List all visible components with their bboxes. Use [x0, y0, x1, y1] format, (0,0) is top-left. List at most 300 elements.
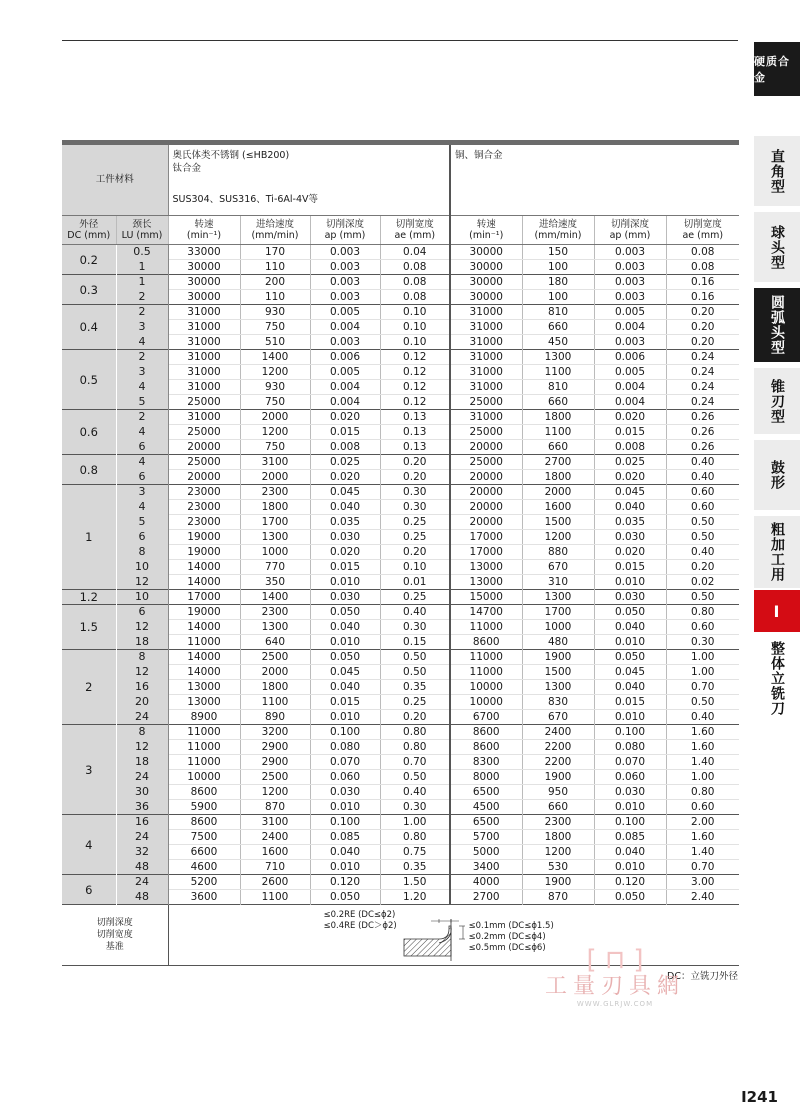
- speed-cell: 31000: [168, 410, 240, 425]
- feed-cell: 660: [522, 440, 594, 455]
- col-ap-label: 切削深度: [325, 219, 364, 230]
- feed-cell: 1700: [240, 515, 310, 530]
- feed-cell: 2300: [522, 815, 594, 830]
- table-row: [62, 845, 739, 860]
- table-row: [62, 890, 739, 905]
- ap-cell: 0.003: [310, 275, 380, 290]
- feed-cell: 310: [522, 575, 594, 590]
- col-ae-2: [666, 216, 739, 245]
- feed-cell: 3200: [240, 725, 310, 740]
- ae-cell: 0.12: [380, 395, 450, 410]
- table-row: [62, 725, 739, 740]
- ap-cell: 0.010: [310, 800, 380, 815]
- col-ae-label: 切削宽度: [395, 219, 434, 230]
- lu-cell: 6: [116, 605, 168, 620]
- ap-cell: 0.100: [594, 815, 666, 830]
- speed-cell: 20000: [168, 440, 240, 455]
- ae-cell: 0.25: [380, 695, 450, 710]
- feed-cell: 750: [240, 440, 310, 455]
- feed-cell: 2500: [240, 770, 310, 785]
- ap-cell: 0.015: [310, 560, 380, 575]
- table-row: [62, 260, 739, 275]
- dc-cell: 0.8: [62, 455, 116, 485]
- feed-cell: 1100: [240, 695, 310, 710]
- side-tab-label: I: [773, 601, 781, 621]
- ap-cell: 0.060: [594, 770, 666, 785]
- feed-cell: 2000: [522, 485, 594, 500]
- feed-cell: 2200: [522, 755, 594, 770]
- feed-cell: 1800: [522, 470, 594, 485]
- speed-cell: 6500: [450, 815, 522, 830]
- feed-cell: 2400: [240, 830, 310, 845]
- feed-cell: 1400: [240, 590, 310, 605]
- speed-cell: 31000: [168, 350, 240, 365]
- lu-cell: 2: [116, 410, 168, 425]
- feed-cell: 770: [240, 560, 310, 575]
- feed-cell: 110: [240, 260, 310, 275]
- ap-cell: 0.010: [310, 575, 380, 590]
- speed-cell: 5700: [450, 830, 522, 845]
- feed-cell: 1800: [522, 410, 594, 425]
- lu-cell: 16: [116, 680, 168, 695]
- ap-cell: 0.040: [594, 620, 666, 635]
- table-row: [62, 290, 739, 305]
- speed-cell: 20000: [450, 500, 522, 515]
- speed-cell: 13000: [450, 575, 522, 590]
- ae-cell: 3.00: [666, 875, 739, 890]
- col-feed-label: 进给速度: [255, 219, 294, 230]
- speed-cell: 25000: [168, 455, 240, 470]
- ae-cell: 0.10: [380, 305, 450, 320]
- ae-cell: 0.50: [380, 770, 450, 785]
- ae-cell: 0.20: [666, 335, 739, 350]
- col-ap-label: 切削深度: [610, 219, 649, 230]
- side-tab-radius[interactable]: [754, 288, 800, 362]
- lu-cell: 3: [116, 365, 168, 380]
- ae-cell: 1.60: [666, 830, 739, 845]
- dc-cell: 1.2: [62, 590, 116, 605]
- table-row: [62, 350, 739, 365]
- ae-cell: 0.70: [380, 755, 450, 770]
- col-feed-1: [240, 216, 310, 245]
- table-row: [62, 650, 739, 665]
- speed-cell: 31000: [450, 320, 522, 335]
- ae-cell: 0.10: [380, 320, 450, 335]
- watermark-logo-icon: [ ⊓ ]: [586, 945, 644, 975]
- ap-cell: 0.015: [594, 560, 666, 575]
- table-row: [62, 770, 739, 785]
- side-tab-roughing[interactable]: [754, 516, 800, 588]
- speed-cell: 4600: [168, 860, 240, 875]
- lu-cell: 3: [116, 320, 168, 335]
- basis-label-line2: 切削宽度: [96, 930, 133, 940]
- feed-cell: 2300: [240, 485, 310, 500]
- lu-cell: 24: [116, 710, 168, 725]
- feed-cell: 2300: [240, 605, 310, 620]
- feed-cell: 640: [240, 635, 310, 650]
- feed-cell: 870: [240, 800, 310, 815]
- lu-cell: 8: [116, 650, 168, 665]
- lu-cell: 1: [116, 275, 168, 290]
- ap-cell: 0.003: [310, 245, 380, 260]
- ap-cell: 0.035: [594, 515, 666, 530]
- side-tab-ball[interactable]: [754, 212, 800, 282]
- col-ap-unit: ap (mm): [324, 230, 366, 241]
- lu-cell: 48: [116, 890, 168, 905]
- feed-cell: 1200: [522, 530, 594, 545]
- lu-cell: 48: [116, 860, 168, 875]
- feed-cell: 890: [240, 710, 310, 725]
- feed-cell: 1700: [522, 605, 594, 620]
- side-tab-carbide[interactable]: [754, 42, 800, 96]
- ap-cell: 0.005: [310, 365, 380, 380]
- lu-cell: 12: [116, 575, 168, 590]
- material-group1-line3: SUS304、SUS316、Ti-6Al-4V等: [172, 194, 319, 205]
- side-tab-label: 粗加工用: [769, 522, 785, 582]
- side-tab-label: 硬质合金: [754, 55, 790, 84]
- ap-cell: 0.030: [594, 785, 666, 800]
- ap-cell: 0.040: [310, 620, 380, 635]
- lu-cell: 24: [116, 770, 168, 785]
- lu-cell: 4: [116, 500, 168, 515]
- col-ae-unit: ae (mm): [682, 230, 724, 241]
- ap-cell: 0.015: [594, 425, 666, 440]
- feed-cell: 710: [240, 860, 310, 875]
- feed-cell: 3100: [240, 455, 310, 470]
- ap-cell: 0.100: [594, 725, 666, 740]
- cutting-conditions-table: [62, 140, 739, 966]
- watermark-url: WWW.GLRJW.COM: [576, 1000, 654, 1008]
- speed-cell: 25000: [168, 395, 240, 410]
- feed-cell: 670: [522, 560, 594, 575]
- lu-cell: 3: [116, 485, 168, 500]
- material-group-stainless: [168, 145, 450, 216]
- speed-cell: 13000: [168, 680, 240, 695]
- speed-cell: 4000: [450, 875, 522, 890]
- ae-cell: 0.60: [666, 500, 739, 515]
- lu-cell: 5: [116, 395, 168, 410]
- table-row: [62, 500, 739, 515]
- feed-cell: 1300: [522, 680, 594, 695]
- table-row: [62, 800, 739, 815]
- feed-cell: 830: [522, 695, 594, 710]
- feed-cell: 1300: [522, 350, 594, 365]
- lu-cell: 2: [116, 305, 168, 320]
- speed-cell: 19000: [168, 530, 240, 545]
- ap-cell: 0.100: [310, 725, 380, 740]
- ap-cell: 0.005: [310, 305, 380, 320]
- feed-cell: 1900: [522, 770, 594, 785]
- ap-cell: 0.040: [594, 845, 666, 860]
- ae-cell: 0.04: [380, 245, 450, 260]
- ae-cell: 1.60: [666, 725, 739, 740]
- side-tab-square[interactable]: [754, 136, 800, 206]
- speed-cell: 10000: [450, 695, 522, 710]
- table-row: [62, 590, 739, 605]
- speed-cell: 31000: [168, 380, 240, 395]
- material-group-copper: [450, 145, 739, 216]
- table-row: [62, 275, 739, 290]
- table-row: [62, 530, 739, 545]
- ap-cell: 0.008: [594, 440, 666, 455]
- ae-cell: 0.13: [380, 410, 450, 425]
- feed-cell: 1300: [522, 590, 594, 605]
- col-ae-label: 切削宽度: [683, 219, 722, 230]
- ae-cell: 0.02: [666, 575, 739, 590]
- lu-cell: 12: [116, 665, 168, 680]
- ae-cell: 0.10: [380, 335, 450, 350]
- ae-cell: 0.13: [380, 440, 450, 455]
- side-tab-label: 直角型: [769, 148, 785, 194]
- table-row: [62, 560, 739, 575]
- table-row: [62, 440, 739, 455]
- speed-cell: 20000: [450, 440, 522, 455]
- ae-cell: 0.30: [380, 620, 450, 635]
- ae-cell: 0.50: [666, 590, 739, 605]
- speed-cell: 31000: [450, 335, 522, 350]
- dc-cell: 0.5: [62, 350, 116, 410]
- speed-cell: 8000: [450, 770, 522, 785]
- col-ap-1: [310, 216, 380, 245]
- speed-cell: 13000: [450, 560, 522, 575]
- side-tab-solid-endmill: [754, 636, 800, 720]
- ap-cell: 0.070: [594, 755, 666, 770]
- feed-cell: 450: [522, 335, 594, 350]
- column-header-row: [62, 216, 739, 245]
- ap-cell: 0.010: [594, 710, 666, 725]
- speed-cell: 11000: [450, 620, 522, 635]
- feed-cell: 2000: [240, 470, 310, 485]
- speed-cell: 25000: [450, 455, 522, 470]
- ap-cell: 0.015: [594, 695, 666, 710]
- ap-cell: 0.035: [310, 515, 380, 530]
- ap-cell: 0.025: [310, 455, 380, 470]
- col-feed-2: [522, 216, 594, 245]
- lu-cell: 36: [116, 800, 168, 815]
- speed-cell: 17000: [450, 545, 522, 560]
- col-dc-unit: DC (mm): [67, 230, 111, 241]
- ap-cell: 0.040: [310, 500, 380, 515]
- lu-cell: 4: [116, 455, 168, 470]
- table-row: [62, 860, 739, 875]
- speed-cell: 14000: [168, 620, 240, 635]
- col-speed-label: 转速: [194, 219, 214, 230]
- ae-cell: 0.12: [380, 380, 450, 395]
- ae-cell: 0.15: [380, 635, 450, 650]
- ae-cell: 0.50: [666, 695, 739, 710]
- ae-cell: 0.16: [666, 275, 739, 290]
- feed-cell: 1300: [240, 620, 310, 635]
- ae-cell: 0.80: [380, 830, 450, 845]
- table-row: [62, 515, 739, 530]
- ap-cell: 0.010: [594, 860, 666, 875]
- col-ae-1: [380, 216, 450, 245]
- feed-cell: 1300: [240, 530, 310, 545]
- speed-cell: 11000: [168, 725, 240, 740]
- dc-cell: 3: [62, 725, 116, 815]
- feed-cell: 1000: [240, 545, 310, 560]
- ae-cell: 1.00: [666, 665, 739, 680]
- col-dc: [62, 216, 116, 245]
- feed-cell: 1200: [240, 365, 310, 380]
- ap-cell: 0.020: [594, 470, 666, 485]
- table-row: [62, 710, 739, 725]
- table-row: [62, 575, 739, 590]
- ap-cell: 0.045: [594, 665, 666, 680]
- ap-cell: 0.085: [310, 830, 380, 845]
- page-number: I241: [741, 1088, 778, 1106]
- ae-cell: 0.08: [380, 290, 450, 305]
- feed-cell: 2900: [240, 755, 310, 770]
- ap-cell: 0.085: [594, 830, 666, 845]
- ae-cell: 0.20: [380, 710, 450, 725]
- ae-cell: 0.60: [666, 620, 739, 635]
- side-tab-barrel[interactable]: [754, 440, 800, 510]
- ap-cell: 0.045: [310, 485, 380, 500]
- top-rule: [62, 40, 738, 41]
- ae-cell: 2.00: [666, 815, 739, 830]
- speed-cell: 31000: [168, 365, 240, 380]
- col-dc-label: 外径: [79, 219, 99, 230]
- lu-cell: 30: [116, 785, 168, 800]
- ap-cell: 0.060: [310, 770, 380, 785]
- feed-cell: 1800: [522, 830, 594, 845]
- ap-cell: 0.004: [594, 380, 666, 395]
- ap-cell: 0.004: [594, 395, 666, 410]
- ae-cell: 0.80: [666, 785, 739, 800]
- ap-cell: 0.050: [594, 650, 666, 665]
- lu-cell: 2: [116, 350, 168, 365]
- lu-cell: 24: [116, 875, 168, 890]
- table-row: [62, 545, 739, 560]
- speed-cell: 8600: [168, 815, 240, 830]
- ae-cell: 1.40: [666, 845, 739, 860]
- lu-cell: 12: [116, 740, 168, 755]
- ap-cell: 0.120: [310, 875, 380, 890]
- speed-cell: 31000: [450, 350, 522, 365]
- speed-cell: 11000: [168, 635, 240, 650]
- ap-cell: 0.045: [310, 665, 380, 680]
- ae-cell: 0.40: [380, 785, 450, 800]
- ae-cell: 0.16: [666, 290, 739, 305]
- feed-cell: 350: [240, 575, 310, 590]
- speed-cell: 31000: [168, 305, 240, 320]
- feed-cell: 930: [240, 380, 310, 395]
- ap-cell: 0.005: [594, 365, 666, 380]
- table-row: [62, 380, 739, 395]
- ap-cell: 0.050: [594, 890, 666, 905]
- speed-cell: 6500: [450, 785, 522, 800]
- table-row: [62, 410, 739, 425]
- ap-cell: 0.004: [594, 320, 666, 335]
- feed-cell: 1500: [522, 515, 594, 530]
- speed-cell: 10000: [168, 770, 240, 785]
- side-tab-label: 球头型: [769, 224, 785, 270]
- lu-cell: 4: [116, 380, 168, 395]
- speed-cell: 20000: [450, 515, 522, 530]
- table-row: [62, 470, 739, 485]
- ae-cell: 0.10: [380, 560, 450, 575]
- ae-cell: 0.08: [380, 275, 450, 290]
- ae-cell: 0.20: [380, 455, 450, 470]
- feed-cell: 750: [240, 320, 310, 335]
- ae-cell: 0.25: [380, 590, 450, 605]
- ae-cell: 0.50: [380, 650, 450, 665]
- watermark-name: 工量刃具網: [544, 974, 685, 999]
- ap-cell: 0.050: [310, 605, 380, 620]
- feed-cell: 2200: [522, 740, 594, 755]
- ae-rule-3: ≤0.5mm (DC≤ϕ6): [468, 943, 546, 953]
- col-ap-2: [594, 216, 666, 245]
- ae-cell: 1.00: [666, 770, 739, 785]
- speed-cell: 8900: [168, 710, 240, 725]
- ap-cell: 0.040: [594, 500, 666, 515]
- lu-cell: 2: [116, 290, 168, 305]
- lu-cell: 8: [116, 725, 168, 740]
- feed-cell: 480: [522, 635, 594, 650]
- feed-cell: 670: [522, 710, 594, 725]
- lu-cell: 1: [116, 260, 168, 275]
- ae-cell: 1.00: [666, 650, 739, 665]
- ae-cell: 1.20: [380, 890, 450, 905]
- feed-cell: 1100: [522, 425, 594, 440]
- ap-cell: 0.080: [310, 740, 380, 755]
- ae-cell: 0.08: [380, 260, 450, 275]
- dc-cell: 6: [62, 875, 116, 905]
- feed-cell: 1200: [240, 425, 310, 440]
- speed-cell: 30000: [450, 260, 522, 275]
- ap-cell: 0.010: [594, 800, 666, 815]
- col-speed-label: 转速: [476, 219, 496, 230]
- side-tab-section-i[interactable]: [754, 590, 800, 632]
- table-row: [62, 245, 739, 260]
- dc-note: DC：立铣刀外径: [667, 971, 738, 982]
- table-row: [62, 455, 739, 470]
- table-row: [62, 740, 739, 755]
- table-row: [62, 620, 739, 635]
- ae-cell: 2.40: [666, 890, 739, 905]
- speed-cell: 11000: [450, 665, 522, 680]
- ap-cell: 0.020: [310, 545, 380, 560]
- side-tab-taper[interactable]: [754, 368, 800, 434]
- col-feed-unit: (mm/min): [251, 230, 299, 241]
- ae-cell: 0.40: [380, 605, 450, 620]
- ae-cell: 0.26: [666, 440, 739, 455]
- speed-cell: 25000: [450, 395, 522, 410]
- feed-cell: 1400: [240, 350, 310, 365]
- ae-cell: 0.80: [666, 605, 739, 620]
- speed-cell: 33000: [168, 245, 240, 260]
- ae-cell: 0.30: [380, 500, 450, 515]
- col-feed-label: 进给速度: [538, 219, 577, 230]
- feed-cell: 1900: [522, 875, 594, 890]
- col-speed-2: [450, 216, 522, 245]
- feed-cell: 200: [240, 275, 310, 290]
- speed-cell: 5900: [168, 800, 240, 815]
- ap-cell: 0.020: [594, 545, 666, 560]
- speed-cell: 8300: [450, 755, 522, 770]
- feed-cell: 3100: [240, 815, 310, 830]
- feed-cell: 880: [522, 545, 594, 560]
- col-lu-unit: LU (mm): [121, 230, 163, 241]
- ap-cell: 0.006: [310, 350, 380, 365]
- speed-cell: 23000: [168, 500, 240, 515]
- ae-cell: 0.40: [666, 710, 739, 725]
- speed-cell: 4500: [450, 800, 522, 815]
- speed-cell: 30000: [450, 245, 522, 260]
- feed-cell: 510: [240, 335, 310, 350]
- speed-cell: 11000: [168, 755, 240, 770]
